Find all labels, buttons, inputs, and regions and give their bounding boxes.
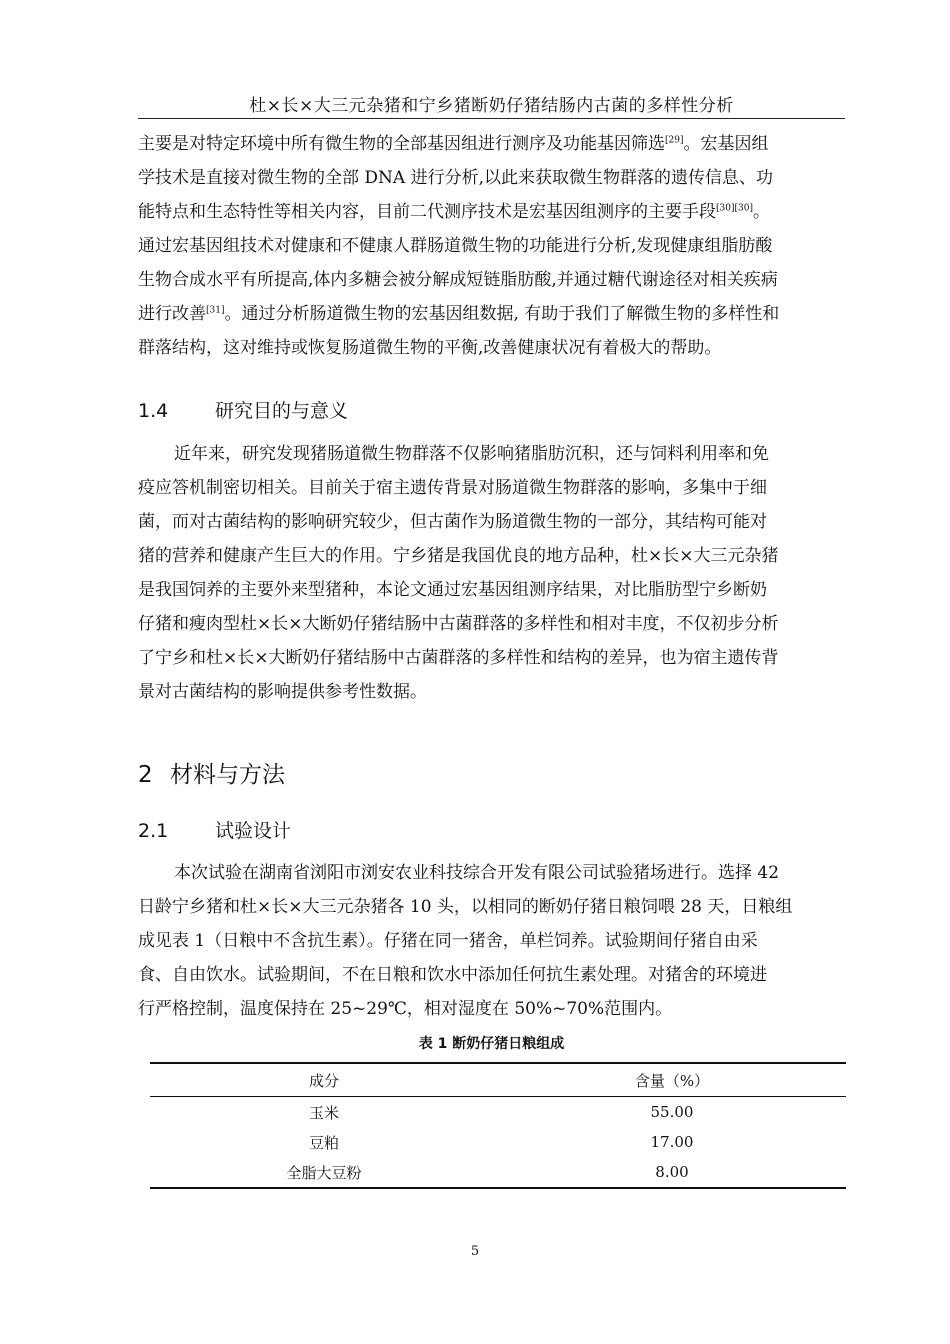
chapter-title: 材料与方法: [170, 762, 285, 788]
table-row: [150, 1127, 846, 1157]
text-line: 学技术是直接对微生物的全部 DNA 进行分析,以此来获取微生物群落的遗传信息、功: [138, 168, 773, 188]
table-row: [150, 1157, 846, 1188]
paragraph-purpose: [138, 437, 845, 709]
text-line: 疫应答机制密切相关。目前关于宿主遗传背景对肠道微生物群落的影响，多集中于细: [138, 478, 767, 498]
paragraph-experiment-design: [138, 856, 845, 1026]
text-line: 菌，而对古菌结构的影响研究较少，但古菌作为肠道微生物的一部分，其结构可能对: [138, 512, 767, 532]
page-number: 5: [470, 1244, 480, 1259]
section-title: 研究目的与意义: [215, 400, 349, 422]
table-cell: 玉米: [308, 1103, 339, 1122]
table-caption: 表 1 断奶仔猪日粮组成: [418, 1036, 565, 1052]
text-line: 进行改善[31]。通过分析肠道微生物的宏基因组数据, 有助于我们了解微生物的多样性和: [138, 304, 780, 324]
chapter-number: 2: [138, 762, 153, 788]
table-cell: 8.00: [498, 1157, 846, 1188]
text-line: 仔猪和瘦肉型杜×长×大断奶仔猪结肠中古菌群落的多样性和相对丰度，不仅初步分析: [138, 614, 779, 634]
table-cell: 55.00: [650, 1103, 694, 1121]
column-header: 成分: [150, 1063, 498, 1097]
section-number: 2.1: [138, 820, 169, 842]
section-number: 1.4: [138, 400, 169, 422]
text-line: 了宁乡和杜×长×大断奶仔猪结肠中古菌群落的多样性和结构的差异，也为宿主遗传背: [138, 648, 779, 668]
table-cell: 豆粕: [308, 1133, 339, 1152]
chapter-heading-2: [138, 756, 285, 789]
text-line: 猪的营养和健康产生巨大的作用。宁乡猪是我国优良的地方品种，杜×长×大三元杂猪: [138, 546, 779, 566]
citation[interactable]: [31]: [206, 305, 225, 316]
text-line: 行严格控制，温度保持在 25~29℃，相对湿度在 50%~70%范围内。: [138, 999, 673, 1019]
section-heading-2-1: [138, 816, 291, 843]
text-line: 生物合成水平有所提高,体内多糖会被分解成短链脂肪酸,并通过糖代谢途径对相关疾病: [138, 270, 778, 290]
table-header-row: [150, 1063, 846, 1097]
section-heading-1-4: [138, 396, 348, 423]
table-cell: 17.00: [650, 1133, 694, 1151]
text-line: 成见表 1（日粮中不含抗生素）。仔猪在同一猪舍，单栏饲养。试验期间仔猪自由采: [138, 931, 758, 951]
diet-composition-table: [150, 1062, 846, 1189]
text-line: 日龄宁乡猪和杜×长×大三元杂猪各 10 头，以相同的断奶仔猪日粮饲喂 28 天，日粮组: [138, 897, 793, 917]
text-line: 食、自由饮水。试验期间，不在日粮和饮水中添加任何抗生素处理。对猪舍的环境进: [138, 965, 767, 985]
column-header: 含量（%）: [498, 1063, 846, 1097]
section-title: 试验设计: [215, 820, 292, 842]
header-rule: [138, 118, 845, 119]
text-line: 通过宏基因组技术对健康和不健康人群肠道微生物的功能进行分析,发现健康组脂肪酸: [138, 236, 773, 256]
running-header-title: 杜×长×大三元杂猪和宁乡猪断奶仔猪结肠内古菌的多样性分析: [249, 96, 734, 116]
table-row: [150, 1097, 846, 1128]
table-cell: 全脂大豆粉: [150, 1157, 498, 1188]
text-line: 近年来，研究发现猪肠道微生物群落不仅影响猪脂肪沉积，还与饲料利用率和免: [174, 444, 769, 464]
text-line: 群落结构，这对维持或恢复肠道微生物的平衡,改善健康状况有着极大的帮助。: [138, 338, 722, 358]
citation[interactable]: [30][30]: [716, 203, 753, 214]
text-line: 是我国饲养的主要外来型猪种，本论文通过宏基因组测序结果，对比脂肪型宁乡断奶: [138, 580, 767, 600]
text-line: 主要是对特定环境中所有微生物的全部基因组进行测序及功能基因筛选[29]。宏基因组: [138, 134, 769, 154]
text-line: 能特点和生态特性等相关内容，目前二代测序技术是宏基因组测序的主要手段[30][30]。: [138, 202, 770, 222]
text-line: 景对古菌结构的影响提供参考性数据。: [138, 682, 427, 702]
paragraph-metagenomics: [138, 127, 845, 365]
citation[interactable]: [29]: [665, 135, 684, 146]
text-line: 本次试验在湖南省浏阳市浏安农业科技综合开发有限公司试验猪场进行。选择 42: [174, 863, 780, 883]
